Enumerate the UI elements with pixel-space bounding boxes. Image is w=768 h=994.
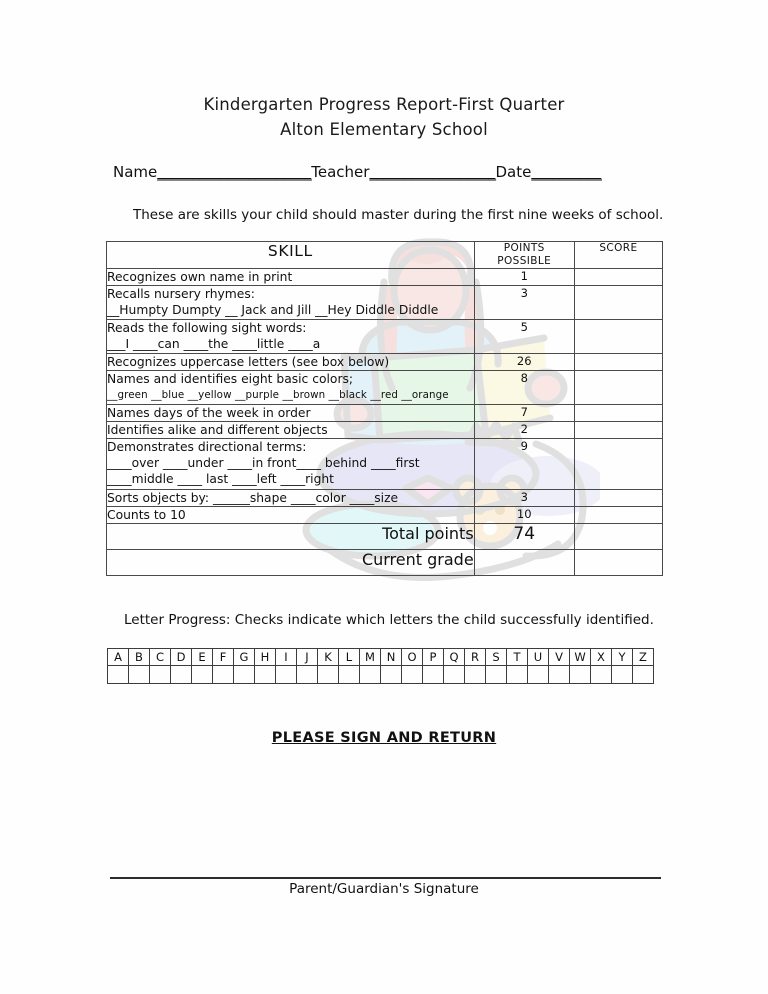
name-field-label: Name (113, 163, 158, 181)
alphabet-letter-cell: B (129, 649, 150, 666)
total-points-label: Total points (107, 524, 475, 550)
alphabet-letter-cell: C (150, 649, 171, 666)
header-points-line2: POSSIBLE (497, 255, 552, 267)
teacher-field-label: Teacher (311, 163, 370, 181)
current-grade-row (107, 550, 663, 576)
score-cell[interactable] (574, 507, 662, 524)
table-header-row (107, 242, 663, 269)
table-row (107, 269, 663, 286)
instructions-text: These are skills your child should master during the first nine weeks of school. (133, 207, 664, 223)
skill-line-1: Recognizes own name in print (107, 270, 293, 284)
skill-description-cell (107, 286, 475, 320)
alphabet-check-cell[interactable] (360, 666, 381, 684)
alphabet-check-cell[interactable] (171, 666, 192, 684)
skill-line-2: ___I ____can ____the ____little ____a (107, 337, 321, 351)
skill-description-cell (107, 507, 475, 524)
skill-line-3: ____middle ____ last ____left ____right (107, 472, 334, 486)
alphabet-letter-cell: U (528, 649, 549, 666)
alphabet-letter-cell: G (234, 649, 255, 666)
score-cell[interactable] (574, 269, 662, 286)
alphabet-letter-cell: X (591, 649, 612, 666)
total-points-row (107, 524, 663, 550)
table-row (107, 439, 663, 490)
alphabet-letter-cell: E (192, 649, 213, 666)
alphabet-letter-cell: R (465, 649, 486, 666)
points-possible-cell: 8 (474, 371, 574, 405)
alphabet-check-cell[interactable] (423, 666, 444, 684)
letter-progress-caption: Letter Progress: Checks indicate which letters the child successfully identified. (124, 612, 654, 628)
name-field-blank[interactable]: ______________________ (157, 163, 312, 181)
score-cell[interactable] (574, 320, 662, 354)
title-line-1: Kindergarten Progress Report-First Quarter (203, 95, 565, 114)
alphabet-letter-row (108, 649, 654, 666)
alphabet-check-cell[interactable] (549, 666, 570, 684)
signature-line[interactable] (110, 877, 661, 879)
header-points-line1: POINTS (503, 242, 545, 254)
points-possible-cell: 2 (474, 422, 574, 439)
signature-label: Parent/Guardian's Signature (289, 881, 479, 897)
alphabet-letter-cell: N (381, 649, 402, 666)
table-row (107, 507, 663, 524)
alphabet-letter-cell: J (297, 649, 318, 666)
alphabet-letter-cell: W (570, 649, 591, 666)
skill-description-cell (107, 422, 475, 439)
alphabet-grid (107, 648, 654, 684)
alphabet-check-cell[interactable] (444, 666, 465, 684)
alphabet-letter-cell: D (171, 649, 192, 666)
alphabet-letter-cell: L (339, 649, 360, 666)
date-field-blank[interactable]: __________ (531, 163, 602, 181)
alphabet-check-cell[interactable] (213, 666, 234, 684)
skill-line-2: __green __blue __yellow __purple __brown __black __red __orange (107, 389, 449, 401)
alphabet-check-cell[interactable] (591, 666, 612, 684)
alphabet-letter-cell: S (486, 649, 507, 666)
score-cell[interactable] (574, 490, 662, 507)
alphabet-check-cell[interactable] (297, 666, 318, 684)
title-line-2: Alton Elementary School (280, 120, 488, 139)
score-cell[interactable] (574, 371, 662, 405)
score-cell[interactable] (574, 286, 662, 320)
points-possible-cell: 7 (474, 405, 574, 422)
alphabet-letter-cell: P (423, 649, 444, 666)
date-field-label: Date (495, 163, 532, 181)
alphabet-letter-cell: M (360, 649, 381, 666)
points-possible-cell: 3 (474, 286, 574, 320)
table-row (107, 490, 663, 507)
header-points-possible (474, 242, 574, 269)
alphabet-letter-cell: Q (444, 649, 465, 666)
alphabet-letter-cell: K (318, 649, 339, 666)
score-cell[interactable] (574, 439, 662, 490)
skill-line-1: Recalls nursery rhymes: (107, 287, 255, 301)
alphabet-check-cell[interactable] (108, 666, 129, 684)
alphabet-check-cell[interactable] (528, 666, 549, 684)
current-grade-label: Current grade (107, 550, 475, 576)
alphabet-letter-cell: Y (612, 649, 633, 666)
table-row (107, 354, 663, 371)
points-possible-cell: 3 (474, 490, 574, 507)
current-grade-score[interactable] (574, 550, 662, 576)
alphabet-letter-cell: F (213, 649, 234, 666)
score-cell[interactable] (574, 405, 662, 422)
skill-description-cell (107, 269, 475, 286)
alphabet-check-cell[interactable] (234, 666, 255, 684)
skill-line-1: Recognizes uppercase letters (see box below) (107, 355, 390, 369)
skill-description-cell (107, 371, 475, 405)
name-teacher-date-row (113, 163, 601, 181)
alphabet-check-cell[interactable] (402, 666, 423, 684)
table-row (107, 320, 663, 354)
skill-line-1: Reads the following sight words: (107, 321, 307, 335)
please-sign-and-return: PLEASE SIGN AND RETURN (271, 730, 497, 746)
alphabet-check-cell[interactable] (276, 666, 297, 684)
skills-table-body (107, 269, 663, 524)
points-possible-cell: 26 (474, 354, 574, 371)
total-points-score[interactable] (574, 524, 662, 550)
alphabet-check-cell[interactable] (381, 666, 402, 684)
table-row (107, 405, 663, 422)
skill-line-1: Identifies alike and different objects (107, 423, 328, 437)
skill-description-cell (107, 439, 475, 490)
alphabet-letter-cell: T (507, 649, 528, 666)
alphabet-letter-cell: O (402, 649, 423, 666)
skill-line-1: Sorts objects by: ______shape ____color ____size (107, 491, 399, 505)
alphabet-check-cell[interactable] (318, 666, 339, 684)
skill-description-cell (107, 405, 475, 422)
alphabet-letter-cell: H (255, 649, 276, 666)
skill-description-cell (107, 320, 475, 354)
current-grade-value[interactable] (474, 550, 574, 576)
alphabet-check-cell[interactable] (129, 666, 150, 684)
alphabet-check-cell[interactable] (255, 666, 276, 684)
skill-line-2: __Humpty Dumpty __ Jack and Jill __Hey Diddle Diddle (107, 303, 439, 317)
skills-table (106, 241, 663, 576)
alphabet-check-cell[interactable] (486, 666, 507, 684)
alphabet-letter-cell: Z (633, 649, 654, 666)
document-title (0, 92, 768, 142)
skill-line-2: ____over ____under ____in front____ behind ____first (107, 456, 420, 470)
points-possible-cell: 9 (474, 439, 574, 490)
alphabet-letter-cell: I (276, 649, 297, 666)
header-skill: SKILL (107, 242, 475, 269)
skill-description-cell (107, 354, 475, 371)
skill-description-cell (107, 490, 475, 507)
table-row (107, 422, 663, 439)
alphabet-check-cell[interactable] (192, 666, 213, 684)
score-cell[interactable] (574, 422, 662, 439)
header-score: SCORE (574, 242, 662, 269)
alphabet-check-cell[interactable] (465, 666, 486, 684)
alphabet-letter-cell: V (549, 649, 570, 666)
table-row (107, 371, 663, 405)
teacher-field-blank[interactable]: __________________ (369, 163, 496, 181)
table-row (107, 286, 663, 320)
skill-line-1: Demonstrates directional terms: (107, 440, 307, 454)
alphabet-letter-cell: A (108, 649, 129, 666)
skill-line-1: Names and identifies eight basic colors; (107, 372, 354, 386)
skill-line-1: Counts to 10 (107, 508, 186, 522)
alphabet-check-cell[interactable] (570, 666, 591, 684)
alphabet-check-cell[interactable] (633, 666, 654, 684)
skill-line-1: Names days of the week in order (107, 406, 311, 420)
total-points-value[interactable]: 74 (474, 524, 574, 550)
alphabet-check-row (108, 666, 654, 684)
points-possible-cell: 5 (474, 320, 574, 354)
alphabet-check-cell[interactable] (150, 666, 171, 684)
alphabet-check-cell[interactable] (612, 666, 633, 684)
points-possible-cell: 1 (474, 269, 574, 286)
points-possible-cell: 10 (474, 507, 574, 524)
score-cell[interactable] (574, 354, 662, 371)
alphabet-check-cell[interactable] (339, 666, 360, 684)
alphabet-check-cell[interactable] (507, 666, 528, 684)
